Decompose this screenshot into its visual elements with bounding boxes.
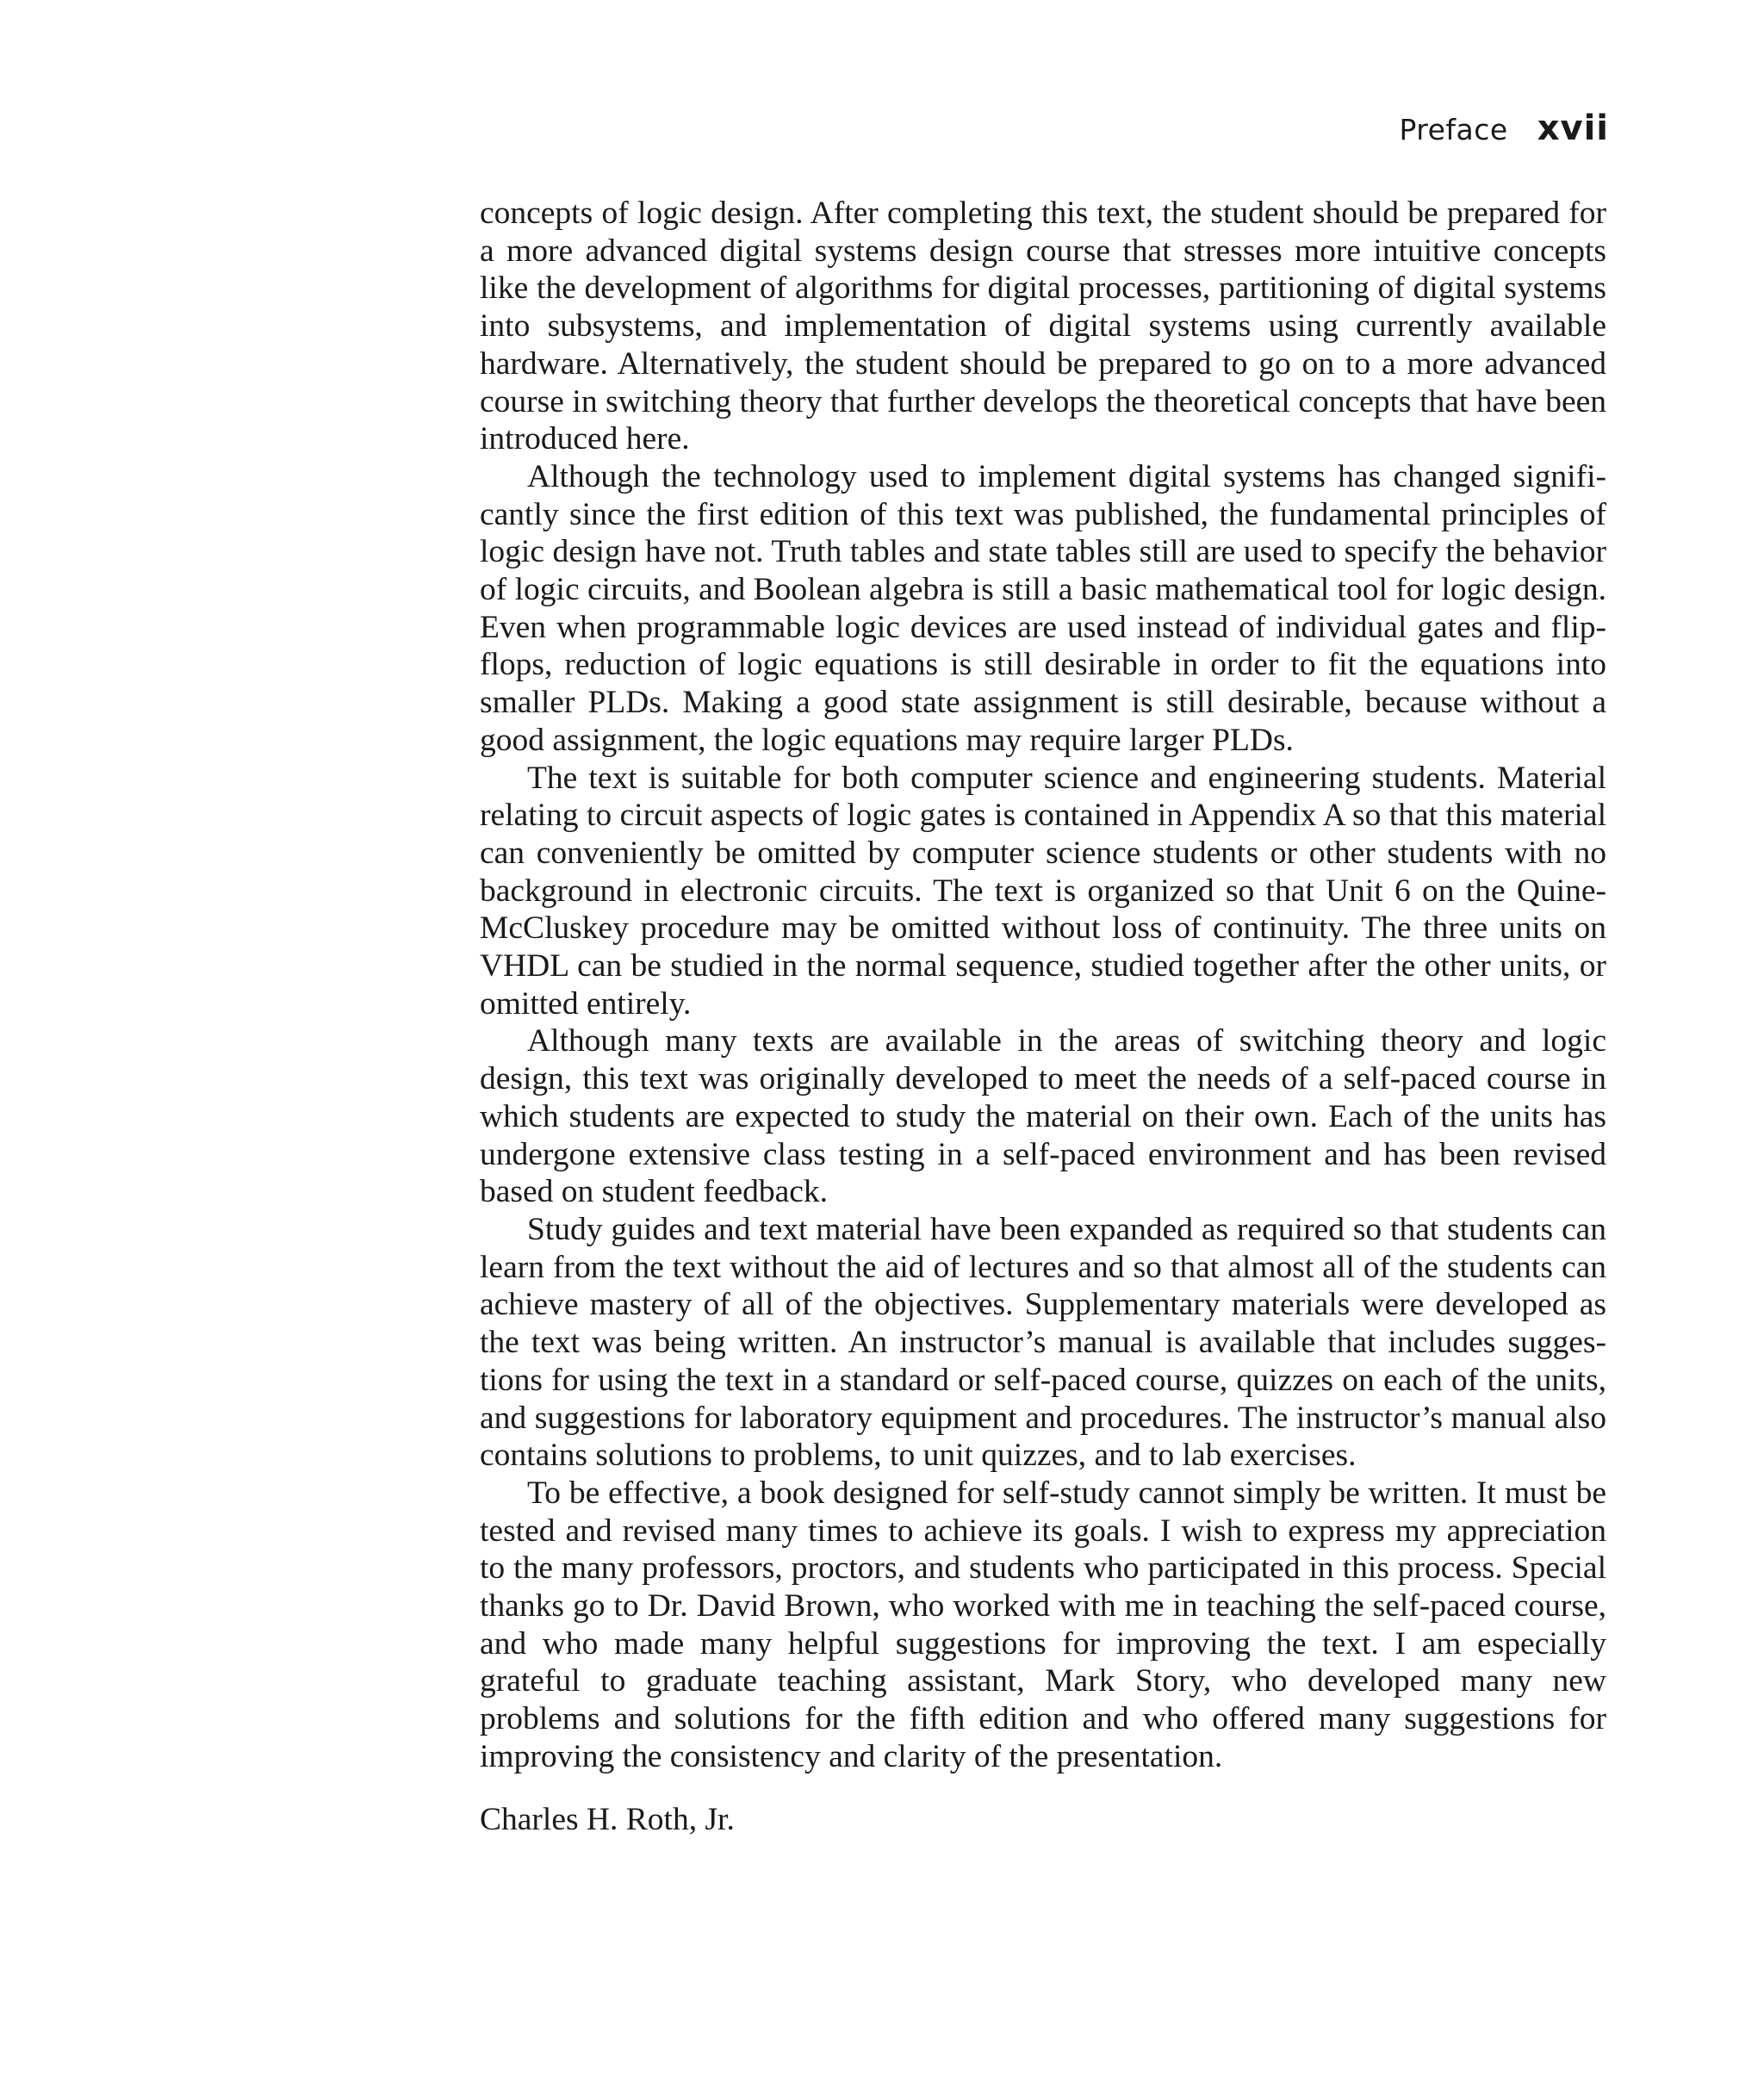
paragraph-study-guides: Study guides and text material have been expanded as required so that students can learn from the text without the aid of lectures and so that almost all of the students can achieve mastery of all of the objectives. Supplementary materials were developed as the text was being written. An instructor’s manual is available that includes suggestions for using the text in a standard or self-paced course, quizzes on each of the units, and suggestions for laboratory equipment and procedures. The instructor’s manual also contains solutions to problems, to unit quizzes, and to lab exercises.: [480, 1211, 1606, 1474]
running-head-title: Preface: [1399, 113, 1508, 146]
paragraph-technology: Although the technology used to implement digital systems has changed significantly since the first edition of this text was published, the fundamental principles of logic design have not. Truth tables and state tables still are used to specify the behavior of logic circuits, and Boolean algebra is still a basic mathematical tool for logic design. Even when programmable logic devices are used instead of individual gates and flip-flops, reduction of logic equations is still desirable in order to fit the equations into smaller PLDs. Making a good state assignment is still desirable, because without a good assignment, the logic equations may require larger PLDs.: [480, 458, 1606, 758]
author-signature: Charles H. Roth, Jr.: [480, 1802, 735, 1837]
paragraph-self-paced: Although many texts are available in the areas of switching theory and logic design, this text was originally developed to meet the needs of a self-paced course in which students are expected to study the material on their own. Each of the units has undergone extensive class testing in a self-paced environment and has been revised based on student feedback.: [480, 1023, 1606, 1210]
paragraph-audience: The text is suitable for both computer science and engineering students. Material relating to circuit aspects of logic gates is contained in Appendix A so that this material can conveniently be omitted by computer science students or other students with no background in electronic circuits. The text is organized so that Unit 6 on the Quine-McCluskey procedure may be omitted without loss of continuity. The three units on VHDL can be studied in the normal sequence, studied together after the other units, or omitted entirely.: [480, 760, 1606, 1022]
paragraph-acknowledgments: To be effective, a book designed for self-study cannot simply be written. It must be tested and revised many times to achieve its goals. I wish to express my appreciation to the many professors, proctors, and students who participated in this process. Special thanks go to Dr. David Brown, who worked with me in teaching the self-paced course, and who made many helpful suggestions for improving the text. I am especially grateful to graduate teaching assistant, Mark Story, who developed many new problems and solutions for the fifth edition and who offered many suggestions for improving the consistency and clarity of the presentation.: [480, 1475, 1606, 1774]
paragraph-continuation: concepts of logic design. After completing this text, the student should be prepared for a more advanced digital systems design course that stresses more intuitive concepts like the development of algorithms for digital processes, partitioning of digital systems into subsystems, and implementation of digital systems using currently available hardware. Alternatively, the student should be prepared to go on to a more advanced course in switching theory that further develops the theoretical concepts that have been introduced here.: [480, 196, 1606, 457]
preface-body: [480, 195, 1606, 1776]
running-head: [1399, 109, 1609, 157]
page-number: xvii: [1537, 109, 1609, 148]
